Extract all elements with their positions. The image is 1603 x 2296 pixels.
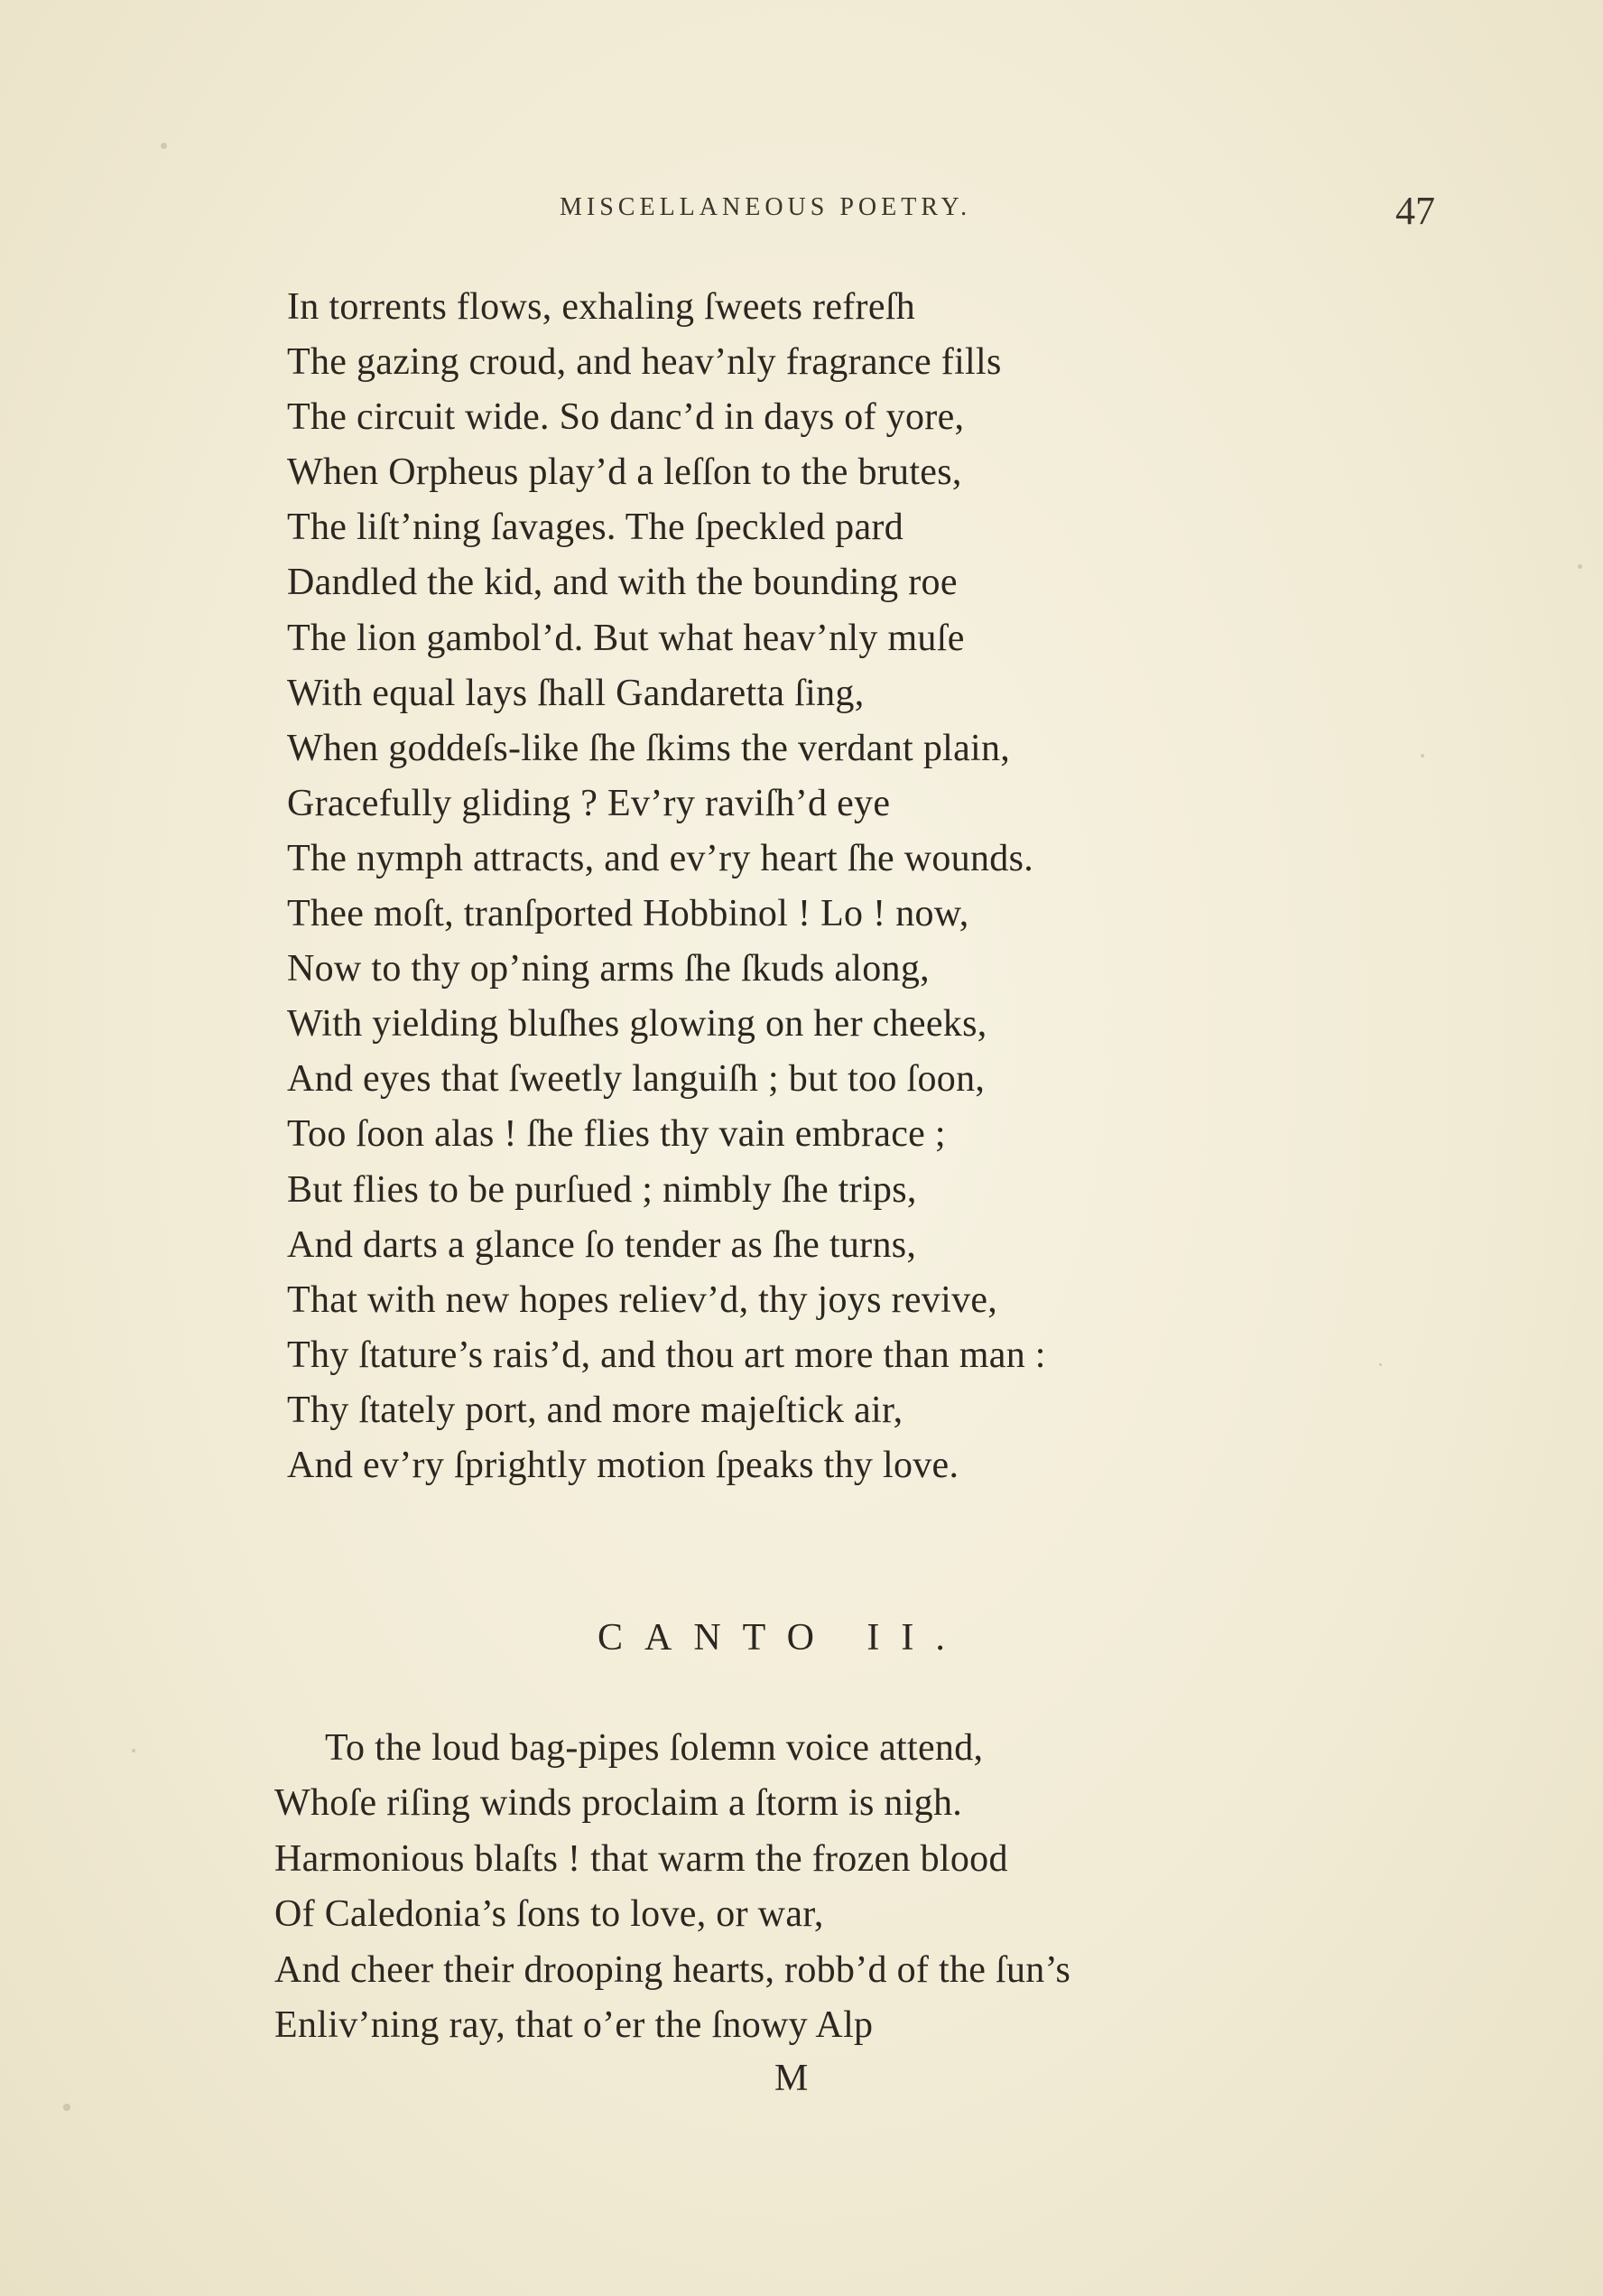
ink-speck <box>132 1749 135 1752</box>
verse-line: The circuit wide. So danc’d in days of yore, <box>287 396 965 439</box>
canto-heading: CANTO II. <box>598 1617 967 1659</box>
verse-line: Thy ſtature’s rais’d, and thou art more than man : <box>287 1334 1046 1376</box>
verse-line: And cheer their drooping hearts, robb’d of the ſun’s <box>274 1948 1071 1991</box>
verse-line: The liſt’ning ſavages. The ſpeckled pard <box>287 507 903 549</box>
ink-speck <box>161 143 167 149</box>
verse-line: To the loud bag-pipes ſolemn voice attend, <box>325 1727 984 1769</box>
verse-line: When goddeſs-like ſhe ſkims the verdant plain, <box>287 727 1011 769</box>
verse-line: And eyes that ſweetly languiſh ; but too ſoon, <box>287 1058 986 1101</box>
verse-line: When Orpheus play’d a leſſon to the brutes, <box>287 451 962 494</box>
running-head-title: MISCELLANEOUS POETRY. <box>560 193 972 221</box>
page-number: 47 <box>1395 189 1435 233</box>
verse-line: And ev’ry ſprightly motion ſpeaks thy love. <box>287 1444 959 1486</box>
verse-line: The nymph attracts, and ev’ry heart ſhe wounds. <box>287 837 1034 879</box>
verse-line: Now to thy op’ning arms ſhe ſkuds along, <box>287 948 930 990</box>
verse-line: Thee moſt, tranſported Hobbinol ! Lo ! now, <box>287 893 969 935</box>
verse-block-canto-two <box>274 1721 1070 2053</box>
verse-line: With equal lays ſhall Gandaretta ſing, <box>287 672 865 714</box>
verse-line: Thy ſtately port, and more majeſtick air, <box>287 1389 903 1431</box>
verse-line: Enliv’ning ray, that o’er the ſnowy Alp <box>274 2003 874 2046</box>
verse-line: The lion gambol’d. But what heav’nly muſe <box>287 617 965 659</box>
verse-line: Of Caledonia’s ſons to love, or war, <box>274 1893 824 1936</box>
verse-line: That with new hopes reliev’d, thy joys revive, <box>287 1278 998 1321</box>
verse-line: Dandled the kid, and with the bounding roe <box>287 562 958 604</box>
verse-line: With yielding bluſhes glowing on her cheeks, <box>287 1003 987 1046</box>
verse-line: And darts a glance ſo tender as ſhe turns, <box>287 1223 917 1266</box>
ink-speck <box>1421 754 1424 758</box>
verse-line: But flies to be purſued ; nimbly ſhe trips, <box>287 1168 917 1211</box>
ink-speck <box>1379 1363 1382 1366</box>
signature-mark: M <box>774 2058 809 2099</box>
verse-line: Too ſoon alas ! ſhe flies thy vain embrace ; <box>287 1113 946 1156</box>
verse-line: In torrents flows, exhaling ſweets refreſh <box>287 286 916 328</box>
ink-speck <box>63 2104 70 2111</box>
ink-speck <box>1578 564 1582 569</box>
verse-block-canto-one <box>287 280 1046 1493</box>
verse-line: Gracefully gliding ? Ev’ry raviſh’d eye <box>287 782 891 824</box>
verse-line: Whoſe riſing winds proclaim a ſtorm is nigh. <box>274 1782 963 1825</box>
verse-line: The gazing croud, and heav’nly fragrance fills <box>287 341 1002 384</box>
verse-line: Harmonious blaſts ! that warm the frozen blood <box>274 1837 1008 1880</box>
